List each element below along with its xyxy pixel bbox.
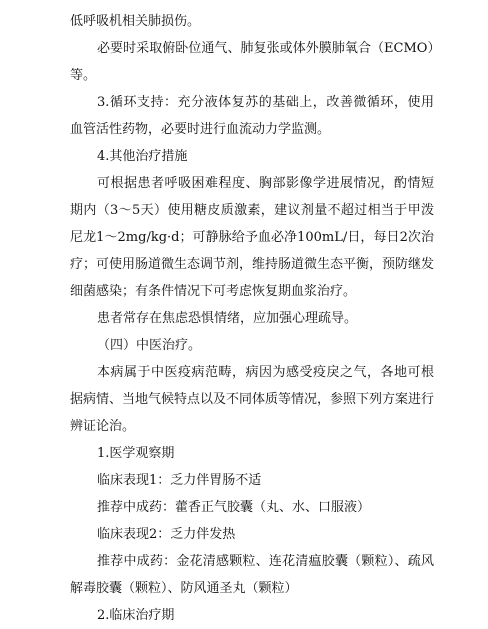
paragraph-circulation-support: 3.循环支持：充分液体复苏的基础上，改善微循环，使用血管活性药物，必要时进行血流动力学监测。 (70, 95, 434, 137)
paragraph-ventilator-injury: 低呼吸机相关肺损伤。 (70, 14, 201, 29)
paragraph-prone-ecmo: 必要时采取俯卧位通气、肺复张或体外膜肺氧合（ECMO）等。 (70, 41, 434, 83)
paragraph-psychological-support: 患者常存在焦虑恐惧情绪，应加强心理疏导。 (97, 311, 358, 326)
heading-other-measures: 4.其他治疗措施 (97, 149, 188, 164)
heading-observation-period: 1.医学观察期 (97, 446, 175, 461)
paragraph-tcm-intro: 本病属于中医疫病范畴，病因为感受疫戾之气，各地可根据病情、当地气候特点以及不同体质等情况，参照下列方案进行辨证论治。 (70, 365, 435, 434)
clinical-manifestation-1: 临床表现1：乏力伴胃肠不适 (97, 473, 262, 488)
heading-treatment-period: 2.临床治疗期 (97, 608, 175, 623)
recommended-medicine-1: 推荐中成药：藿香正气胶囊（丸、水、口服液） (97, 500, 371, 515)
clinical-manifestation-2: 临床表现2：乏力伴发热 (97, 527, 236, 542)
recommended-medicine-2: 推荐中成药：金花清感颗粒、连花清瘟胶囊（颗粒）、疏风解毒胶囊（颗粒）、防风通圣丸（颗粒） (70, 554, 434, 596)
paragraph-other-measures: 可根据患者呼吸困难程度、胸部影像学进展情况，酌情短期内（3～5天）使用糖皮质激素，建议剂量不超过相当于甲泼尼龙1～2mg/kg·d；可静脉给予血必净100mL/日，每日2次治疗；可使用肠道微生态调节剂，维持肠道微生态平衡，预防继发细菌感染；有条件情况下可考虑恢复期血浆治疗。 (70, 176, 435, 299)
heading-tcm-treatment: （四）中医治疗。 (97, 338, 202, 353)
